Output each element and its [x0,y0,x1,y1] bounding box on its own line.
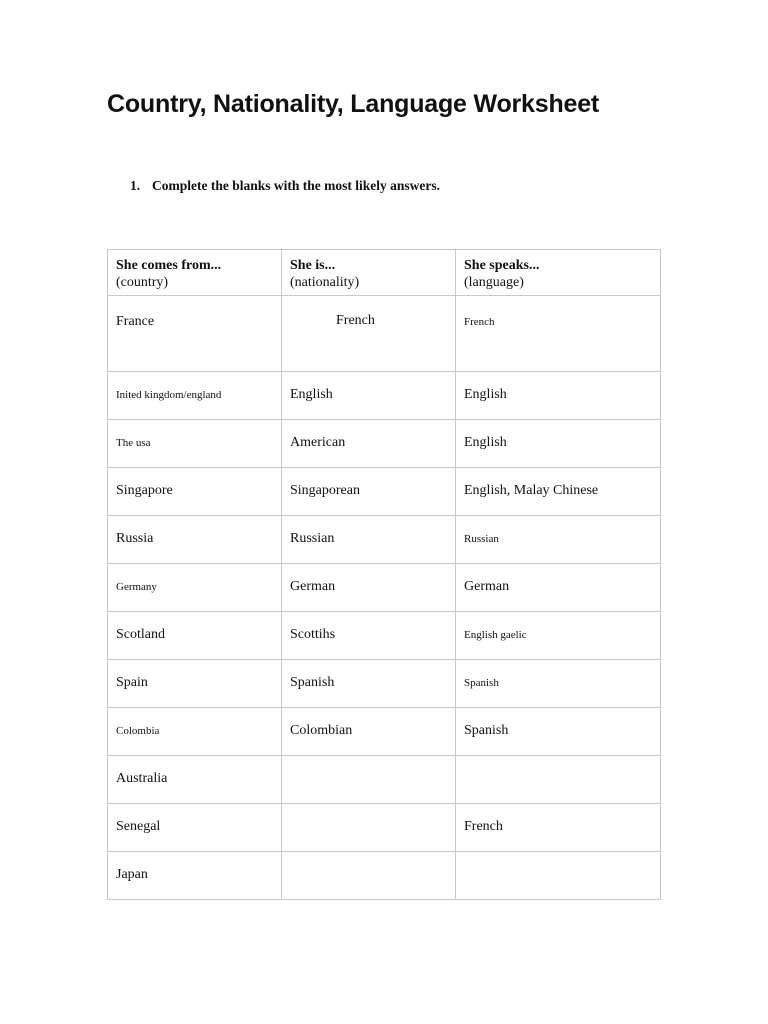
table-row [108,468,661,516]
language-cell[interactable] [456,372,661,420]
nationality-text: English [290,387,333,402]
table-row [108,852,661,900]
language-cell[interactable] [456,660,661,708]
country-cell[interactable] [108,660,282,708]
nationality-cell[interactable] [282,852,456,900]
nationality-cell[interactable] [282,420,456,468]
country-text: Australia [116,771,168,786]
nationality-cell[interactable] [282,372,456,420]
language-text: English [464,435,507,450]
country-text: France [116,314,155,329]
nationality-cell[interactable] [282,756,456,804]
table-row [108,756,661,804]
nationality-cell[interactable] [282,804,456,852]
language-text: English, Malay Chinese [464,483,599,498]
nationality-text: Scottihs [290,627,336,642]
nationality-cell[interactable] [282,296,456,372]
nationality-text: American [290,435,346,450]
language-cell[interactable] [456,612,661,660]
nationality-text: French [336,313,375,328]
instruction-text: Complete the blanks with the most likely answers. [152,178,441,193]
country-cell[interactable] [108,372,282,420]
table-row [108,660,661,708]
country-cell[interactable] [108,564,282,612]
nationality-cell[interactable] [282,612,456,660]
country-text: Scotland [116,627,165,642]
country-text: Colombia [116,725,160,737]
header-sublabel: (language) [464,275,524,290]
language-cell[interactable] [456,708,661,756]
country-text: Senegal [116,819,161,834]
language-text: German [464,579,510,594]
nationality-text: German [290,579,336,594]
country-cell[interactable] [108,420,282,468]
country-cell[interactable] [108,612,282,660]
nationality-text: Colombian [290,723,353,738]
page-title: Country, Nationality, Language Worksheet [107,90,600,118]
language-text: French [464,819,503,834]
country-text: The usa [116,437,151,449]
language-text: Russian [464,533,499,545]
header-cell-country [108,250,282,296]
table-row [108,564,661,612]
language-cell[interactable] [456,516,661,564]
country-cell[interactable] [108,756,282,804]
nationality-cell[interactable] [282,564,456,612]
country-cell[interactable] [108,852,282,900]
country-text: Singapore [116,483,173,498]
language-text: English [464,387,507,402]
table-row [108,804,661,852]
language-text: Spanish [464,723,509,738]
country-cell[interactable] [108,296,282,372]
country-text: Germany [116,581,157,593]
language-cell[interactable] [456,756,661,804]
nationality-cell[interactable] [282,708,456,756]
language-cell[interactable] [456,852,661,900]
header-cell-nationality [282,250,456,296]
nationality-cell[interactable] [282,516,456,564]
language-cell[interactable] [456,564,661,612]
country-cell[interactable] [108,708,282,756]
country-cell[interactable] [108,516,282,564]
country-text: Inited kingdom/england [116,389,222,401]
country-text: Russia [116,531,154,546]
nationality-text: Russian [290,531,335,546]
country-text: Japan [116,867,148,882]
language-cell[interactable] [456,468,661,516]
language-text: French [464,316,495,328]
nationality-text: Singaporean [290,483,360,498]
language-text: Spanish [464,677,499,689]
nationality-cell[interactable] [282,468,456,516]
language-text: English gaelic [464,629,527,641]
table-row [108,296,661,372]
header-label: She is... [290,258,336,273]
language-cell[interactable] [456,296,661,372]
table-row [108,372,661,420]
header-sublabel: (nationality) [290,275,360,290]
header-label: She comes from... [116,258,222,273]
table-row [108,612,661,660]
instruction [130,178,440,194]
language-cell[interactable] [456,420,661,468]
worksheet-table [107,249,661,900]
nationality-cell[interactable] [282,660,456,708]
nationality-text: Spanish [290,675,335,690]
language-cell[interactable] [456,804,661,852]
header-label: She speaks... [464,258,540,273]
country-cell[interactable] [108,804,282,852]
table-header-row [108,250,661,296]
table-row [108,708,661,756]
country-cell[interactable] [108,468,282,516]
country-text: Spain [116,675,148,690]
table-row [108,420,661,468]
header-sublabel: (country) [116,275,169,290]
header-cell-language [456,250,661,296]
instruction-number: 1. [130,178,141,193]
table-row [108,516,661,564]
